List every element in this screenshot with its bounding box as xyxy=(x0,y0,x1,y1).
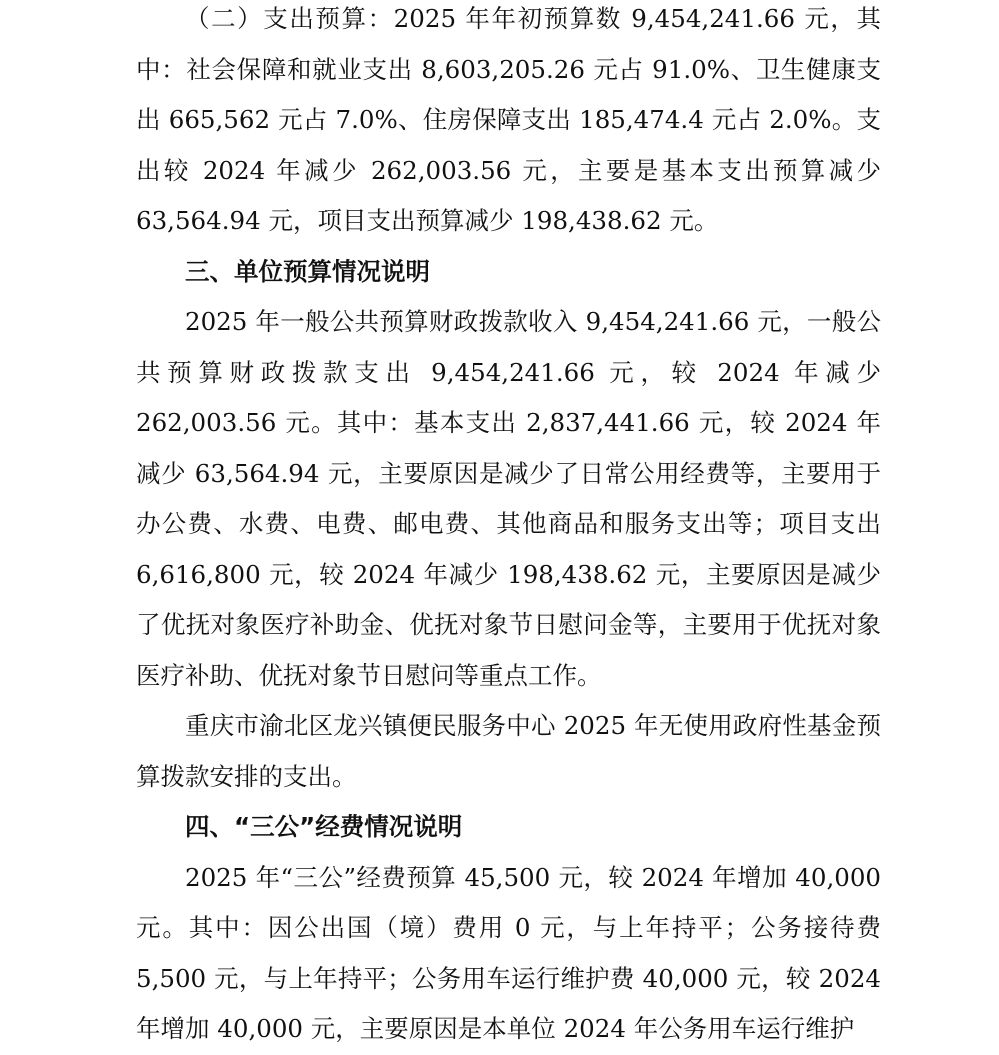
section-heading-unit-budget: 三、单位预算情况说明 xyxy=(185,256,430,286)
section-heading-three-public-expenses: 四、“三公”经费情况说明 xyxy=(185,812,463,841)
paragraph-general-public-budget: 2025 年一般公共预算财政拨款收入 9,454,241.66 元，一般公共预算财政拨款支出 9,454,241.66 元，较 2024 年减少 262,003.56 元。其中：基本支出 2,837,441.66 元，较 2024 年减少 63,564.94 元，主要原因是减少了日常公用经费等，主要用于办公费、水费、电费、邮电费、其他商品和服务支出等；项目支出 6,616,800 元，较 2024 年减少 198,438.62 元，主要原因是减少了优抚对象医疗补助金、优抚对象节日慰问金等，主要用于优抚对象医疗补助、优抚对象节日慰问等重点工作。 xyxy=(136,307,881,690)
paragraph-three-public-expenses: 2025 年“三公”经费预算 45,500 元，较 2024 年增加 40,000 元。其中：因公出国（境）费用 0 元，与上年持平；公务接待费 5,500 元，与上年持平；公务用车运行维护费 40,000 元，较 2024 年增加 40,000 元，主要原因是本单位 2024 年公务用车运行维护 xyxy=(136,862,881,1043)
document-page xyxy=(136,0,881,1055)
paragraph-government-fund: 重庆市渝北区龙兴镇便民服务中心 2025 年无使用政府性基金预算拨款安排的支出。 xyxy=(136,711,881,791)
paragraph-expenditure-budget: （二）支出预算：2025 年年初预算数 9,454,241.66 元，其中：社会保障和就业支出 8,603,205.26 元占 91.0%、卫生健康支出 665,562 元占 7.0%、住房保障支出 185,474.4 元占 2.0%。支出较 2024 年减少 262,003.56 元，主要是基本支出预算减少 63,564.94 元，项目支出预算减少 198,438.62 元。 xyxy=(136,4,881,235)
